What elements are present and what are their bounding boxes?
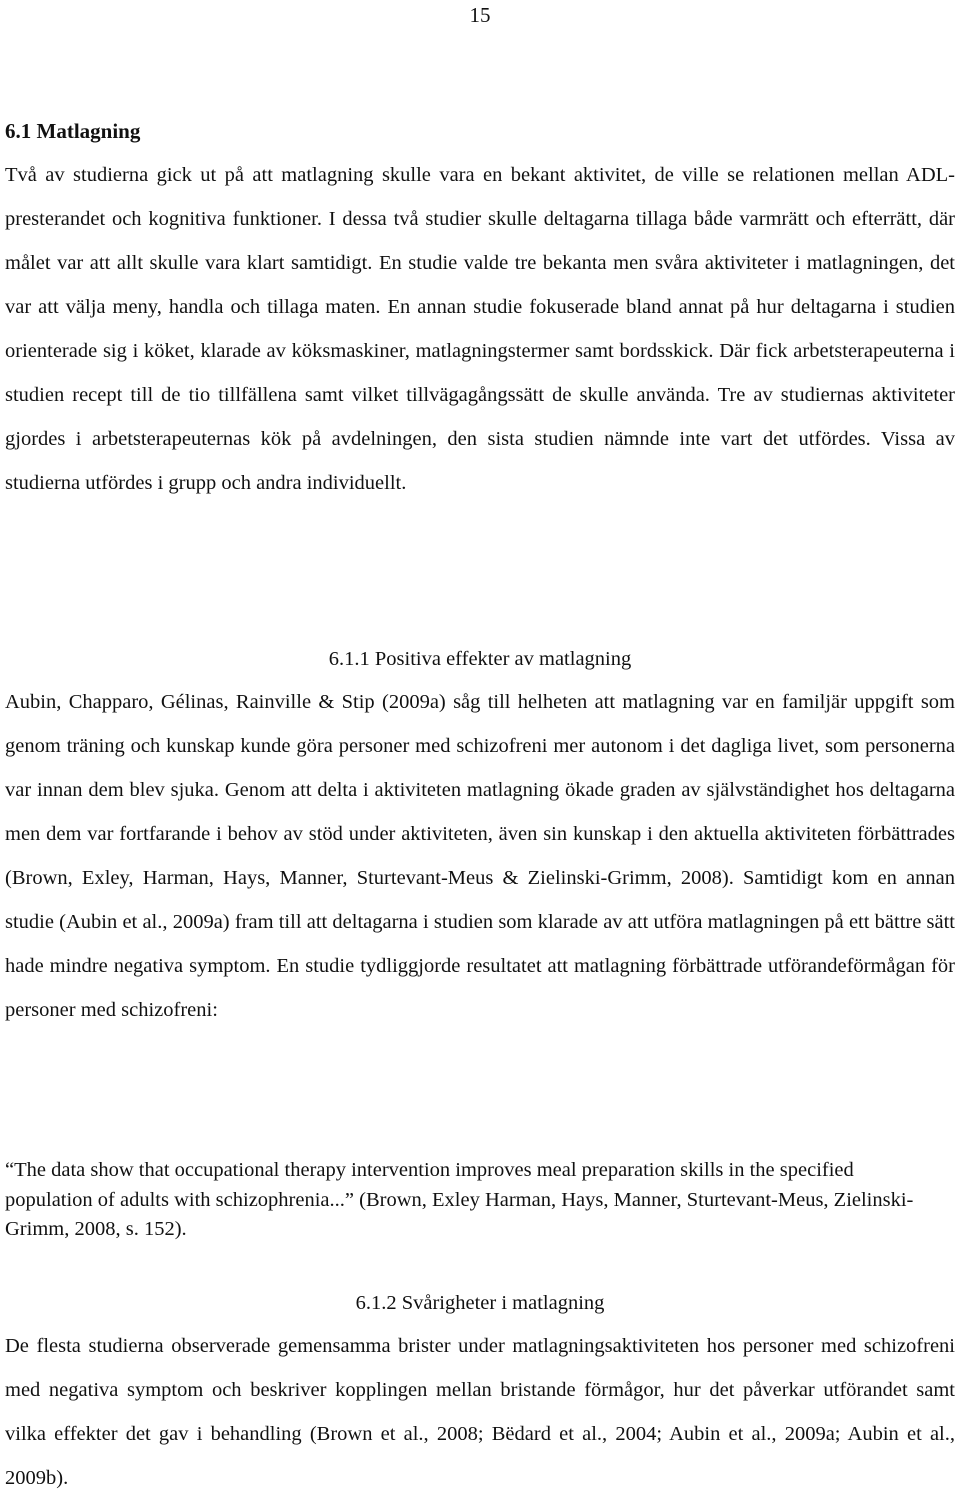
subsection-1-heading: 6.1.1 Positiva effekter av matlagning	[328, 648, 632, 670]
page-number: 15	[469, 3, 491, 27]
subsection-1-paragraph: Aubin, Chapparo, Gélinas, Rainville & Stip (2009a) såg till helheten att matlagning var en familjär uppgift som genom träning och kunskap kunde göra personer med schizofreni mer autonom i det dagliga livet, som personerna var innan dem blev sjuka. Genom att delta i aktiviteten matlagning ökade graden av självständighet hos deltagarna men dem var fortfarande i behov av stöd under aktiviteten, även sin kunskap i den aktuella aktiviteten förbättrades (Brown, Exley, Harman, Hays, Manner, Sturtevant-Meus & Zielinski-Grimm, 2008). Samtidigt kom en annan studie (Aubin et al., 2009a) fram till att deltagarna i studien som klarade av att utföra matlagningen på ett bättre sätt hade mindre negativa symptom. En studie tydliggjorde resultatet att matlagning förbättrade utförandeförmågan för personer med schizofreni:	[5, 691, 955, 1021]
section-heading: 6.1 Matlagning	[5, 119, 141, 143]
section-paragraph: Två av studierna gick ut på att matlagning skulle vara en bekant aktivitet, de ville se relationen mellan ADL-presterandet och kognitiva funktioner. I dessa två studier skulle deltagarna tillaga både varmrätt och efterrätt, där målet var att allt skulle vara klart samtidigt. En studie valde tre bekanta men svåra aktiviteter i matlagningen, det var att välja meny, handla och tillaga maten. En annan studie fokuserade bland annat på hur deltagarna i studien orienterade sig i köket, klarade av köksmaskiner, matlagningstermer samt bordsskick. Där fick arbetsterapeuterna i studien recept till de tio tillfällena samt vilket tillvägagångssätt de skulle använda. Tre av studiernas aktiviteter gjordes i arbetsterapeuternas kök på avdelningen, den sista studien nämnde inte vart det utfördes. Vissa av studierna utfördes i grupp och andra individuellt.	[5, 164, 955, 494]
subsection-2-paragraph: De flesta studierna observerade gemensamma brister under matlagningsaktiviteten hos personer med schizofreni med negativa symptom och beskriver kopplingen mellan bristande förmågor, hur det påverkar utförandet samt vilka effekter det gav i behandling (Brown et al., 2008; Bëdard et al., 2004; Aubin et al., 2009a; Aubin et al., 2009b).	[5, 1335, 955, 1489]
subsection-2-heading: 6.1.2 Svårigheter i matlagning	[355, 1292, 605, 1314]
block-quote: “The data show that occupational therapy intervention improves meal preparation skills in the specified population of adults with schizophrenia...” (Brown, Exley Harman, Hays, Manner, Sturtevant-Meus, Zielinski-Grimm, 2008, s. 152).	[5, 1159, 914, 1240]
